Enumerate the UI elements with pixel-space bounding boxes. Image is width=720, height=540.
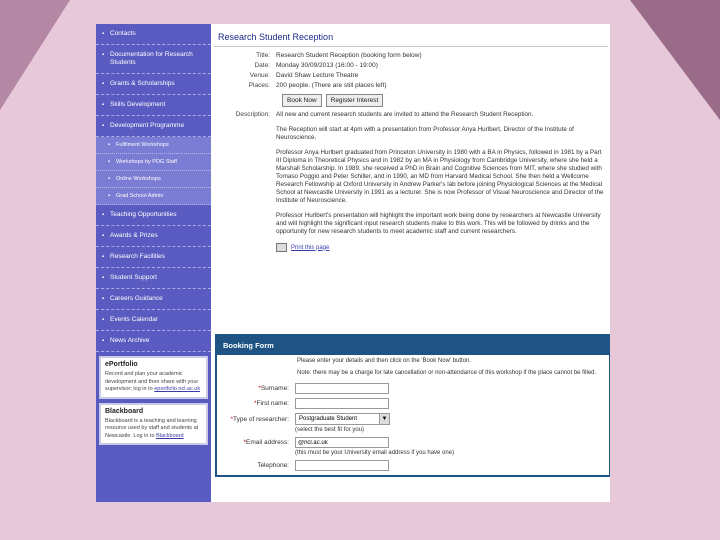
booking-cancellation-note: Note: there may be a charge for late cancellation or non-attendance of this workshop if the place cannot be filled. xyxy=(297,370,597,376)
page-title: Research Student Reception xyxy=(214,26,608,47)
surname-label xyxy=(217,385,295,392)
book-now-button[interactable]: Book Now xyxy=(282,94,322,107)
detail-row-places xyxy=(214,81,608,90)
blackboard-link[interactable]: Blackboard xyxy=(156,432,184,439)
firstname-label xyxy=(217,400,295,407)
bullet-icon: ▪ xyxy=(102,296,105,302)
sidebar-item-contacts[interactable] xyxy=(96,24,211,45)
description-section xyxy=(214,111,608,243)
required-marker: * xyxy=(243,439,246,446)
sidebar-subitem[interactable] xyxy=(96,154,211,171)
sidebar-item-label: Contacts xyxy=(110,30,136,37)
firstname-field[interactable] xyxy=(295,398,389,409)
bullet-icon: ▪ xyxy=(102,31,105,37)
bullet-icon: ▪ xyxy=(102,52,105,58)
sidebar-item-development[interactable] xyxy=(96,116,211,137)
sidebar-item-label: Teaching Opportunities xyxy=(110,211,177,218)
sidebar-item-label: News Archive xyxy=(110,337,150,344)
eportfolio-description: Record and plan your academic development and then share with your supervisor; log in to xyxy=(105,371,199,392)
sidebar-item-label: Documentation for Research Students xyxy=(110,51,193,66)
email-row xyxy=(217,437,609,448)
chevron-down-icon: ▼ xyxy=(379,414,389,424)
sidebar-item-documentation[interactable] xyxy=(96,45,211,74)
sidebar-nav xyxy=(96,24,211,502)
booking-form xyxy=(215,334,610,477)
sidebar-subitem-label: Grad School Admin xyxy=(116,193,164,199)
bullet-icon: ▪ xyxy=(102,123,105,129)
eportfolio-box xyxy=(99,356,208,399)
detail-label: Title: xyxy=(256,52,270,59)
required-marker: * xyxy=(230,415,233,423)
bullet-icon: ▪ xyxy=(108,193,111,199)
action-buttons xyxy=(282,94,608,107)
sidebar-item-grants[interactable] xyxy=(96,74,211,95)
bullet-icon: ▪ xyxy=(102,81,105,87)
sidebar-item-label: Skills Development xyxy=(110,101,166,108)
sidebar-item-teaching[interactable] xyxy=(96,205,211,226)
eportfolio-text xyxy=(105,371,202,394)
blackboard-description: Blackboard is a teaching and learning resource used by staff and students at Newcastle. Log in to xyxy=(105,417,199,439)
booking-instructions: Please enter your details and then click on the 'Book Now' button. xyxy=(297,358,472,364)
print-page-label: Print this page xyxy=(291,244,330,251)
booking-form-title: Booking Form xyxy=(217,336,609,355)
firstname-row xyxy=(217,398,609,409)
description-body xyxy=(276,111,608,243)
bullet-icon: ▪ xyxy=(108,176,111,182)
telephone-field[interactable] xyxy=(295,460,389,471)
sidebar-subitem[interactable] xyxy=(96,188,211,205)
eportfolio-link[interactable]: eportfolio.ncl.ac.uk xyxy=(154,386,201,392)
email-label-text: Email address: xyxy=(246,439,289,446)
detail-label: Date: xyxy=(254,62,270,69)
detail-value: 200 people. (There are still places left) xyxy=(276,82,387,89)
description-paragraph: Professor Anya Hurlbert graduated from Princeton University in 1980 with a BA in Physics, followed in 1981 by a Part III Diploma in Theoretical Physics and in 1982 by an MA in Physiology from Cambridge University, where she held a Marshall Scholarship. In 1989, she received a PhD in Brain and Cognitive Sciences from MIT, where she studied with Tomaso Poggio and Peter Schiller, and in 1990, an MD from Harvard Medical School. She then held a Wellcome Research Fellowship at Oxford University in Andrew Parker's lab before joining Physiological Sciences at the Medical School at Newcastle University in 1991 as a lecturer. She is now Professor of Visual Neuroscience and Director of the Institute of Neuroscience. xyxy=(276,149,604,204)
researcher-type-value: Postgraduate Student xyxy=(299,416,358,422)
sidebar-item-label: Student Support xyxy=(110,274,157,281)
description-paragraph: All new and current research students are invited to attend the Research Student Reception. xyxy=(276,111,534,118)
sidebar-subitem[interactable] xyxy=(96,137,211,154)
print-page-link[interactable] xyxy=(276,243,608,252)
main-content xyxy=(214,26,608,252)
sidebar-item-news[interactable] xyxy=(96,331,211,352)
sidebar-subitem-label: Online Workshops xyxy=(116,176,161,182)
sidebar-item-awards[interactable] xyxy=(96,226,211,247)
detail-value: David Shaw Lecture Theatre xyxy=(276,72,359,79)
sidebar-item-skills[interactable] xyxy=(96,95,211,116)
sidebar-item-careers[interactable] xyxy=(96,289,211,310)
description-paragraph: The Reception will start at 4pm with a presentation from Professor Anya Hurlbert, Director of the Institute of Neuroscience. xyxy=(276,126,574,141)
bullet-icon: ▪ xyxy=(102,233,105,239)
detail-label: Places: xyxy=(248,82,270,89)
background-decoration-left xyxy=(0,0,70,110)
register-interest-button[interactable]: Register Interest xyxy=(326,94,384,107)
sidebar-item-label: Careers Guidance xyxy=(110,295,163,302)
researcher-type-select[interactable] xyxy=(295,413,390,425)
detail-row-date xyxy=(214,61,608,70)
researcher-type-hint: (select the best fit for you) xyxy=(295,427,365,433)
webpage xyxy=(96,24,610,502)
detail-row-title xyxy=(214,51,608,60)
sidebar-item-events[interactable] xyxy=(96,310,211,331)
email-label xyxy=(217,439,295,446)
bullet-icon: ▪ xyxy=(102,212,105,218)
telephone-label: Telephone: xyxy=(257,462,289,469)
description-label: Description: xyxy=(235,111,270,118)
description-paragraph: Professor Hurlbert's presentation will highlight the important work being done by researchers at Newcastle University and will highlight the significant input research students make to this work. This will be followed by drinks and the opportunity for new research students to meet academic staff and current researchers. xyxy=(276,212,601,235)
blackboard-title: Blackboard xyxy=(105,407,144,415)
background-decoration-right xyxy=(630,0,720,120)
telephone-row xyxy=(217,460,609,471)
required-marker: * xyxy=(253,400,257,407)
surname-row xyxy=(217,383,609,394)
email-hint: (this must be your University email address if you have one) xyxy=(295,450,455,456)
bullet-icon: ▪ xyxy=(108,159,111,165)
bullet-icon: ▪ xyxy=(102,102,105,108)
researcher-type-row xyxy=(217,413,609,425)
sidebar-item-label: Events Calendar xyxy=(110,316,159,323)
bullet-icon: ▪ xyxy=(108,142,111,148)
researcher-type-label-text: Type of researcher: xyxy=(233,415,289,423)
blackboard-text xyxy=(105,418,202,441)
required-marker: * xyxy=(258,385,261,392)
detail-row-venue xyxy=(214,71,608,80)
sidebar-item-student-support[interactable] xyxy=(96,268,211,289)
blackboard-box xyxy=(99,403,208,446)
printer-icon xyxy=(276,243,287,252)
email-field[interactable] xyxy=(295,437,389,448)
sidebar-item-research-facilities[interactable] xyxy=(96,247,211,268)
firstname-label-text: First name: xyxy=(256,400,289,407)
detail-value: Research Student Reception (booking form below) xyxy=(276,52,422,59)
bullet-icon: ▪ xyxy=(102,338,105,344)
eportfolio-title: ePortfolio xyxy=(105,361,138,368)
sidebar-item-label: Development Programme xyxy=(110,122,185,129)
sidebar-item-label: Grants & Scholarships xyxy=(110,80,175,87)
sidebar-subitem[interactable] xyxy=(96,171,211,188)
detail-label: Venue: xyxy=(249,72,270,79)
sidebar-subitem-label: Workshops by PDG Staff xyxy=(116,159,177,165)
sidebar-item-label: Research Facilities xyxy=(110,253,165,260)
detail-value: Monday 30/09/2013 (16:00 - 19:00) xyxy=(276,62,378,69)
bullet-icon: ▪ xyxy=(102,254,105,260)
sidebar-subitem-label: Fulfilment Workshops xyxy=(116,142,169,148)
sidebar-item-label: Awards & Prizes xyxy=(110,232,158,239)
researcher-type-label xyxy=(217,416,295,423)
sidebar-subnav xyxy=(96,137,211,205)
bullet-icon: ▪ xyxy=(102,275,105,281)
surname-field[interactable] xyxy=(295,383,389,394)
bullet-icon: ▪ xyxy=(102,317,105,323)
surname-label-text: Surname: xyxy=(260,385,289,392)
